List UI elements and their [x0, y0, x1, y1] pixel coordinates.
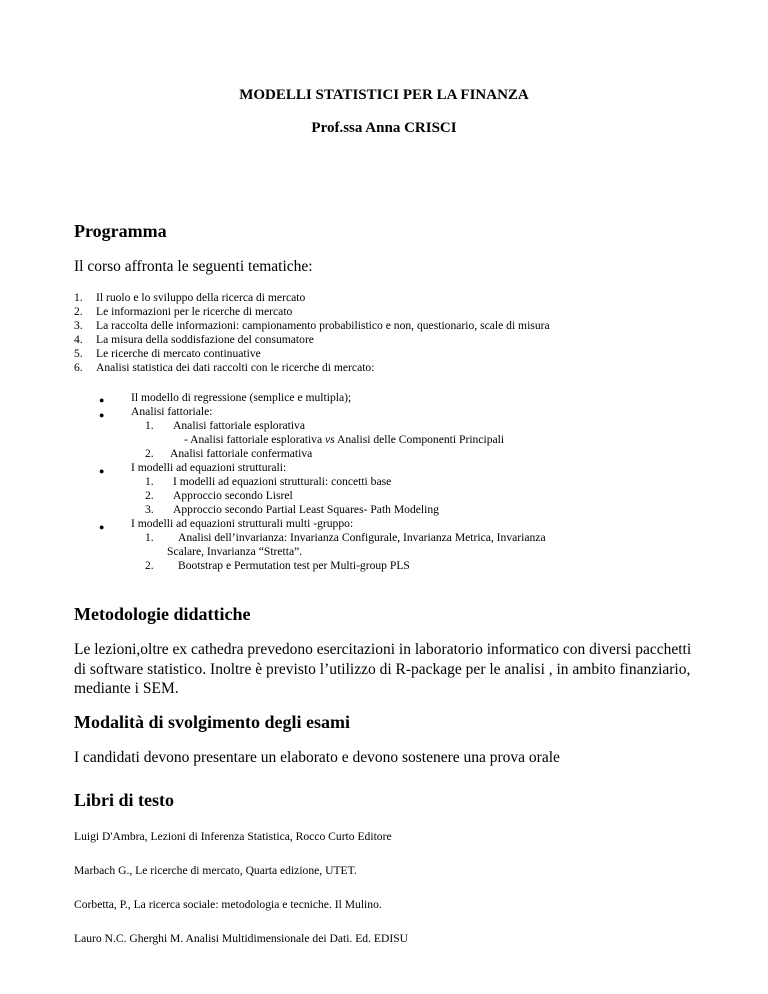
list-text: Le informazioni per le ricerche di mercato	[96, 305, 293, 318]
bullet-text: I modelli ad equazioni strutturali multi -gruppo:	[131, 517, 354, 530]
section-heading-esami: Modalità di svolgimento degli esami	[74, 712, 350, 732]
sub-item: Approccio secondo Lisrel	[173, 489, 293, 502]
sub-number: 2.	[145, 447, 154, 460]
sub-number: 1.	[145, 475, 154, 488]
bullet-icon: ●	[99, 466, 105, 476]
sub-item: Analisi dell’invarianza: Invarianza Configurale, Invarianza Metrica, Invarianza	[178, 531, 546, 544]
sub-sub-item	[184, 433, 504, 448]
section-heading-programma: Programma	[74, 221, 167, 241]
esami-paragraph: I candidati devono presentare un elaborato e devono sostenere una prova orale	[74, 749, 560, 766]
list-text: La raccolta delle informazioni: campionamento probabilistico e non, questionario, scale di misura	[96, 319, 550, 332]
list-item: Luigi D'Ambra, Lezioni di Inferenza Statistica, Rocco Curto Editore	[74, 830, 392, 843]
list-text: La misura della soddisfazione del consumatore	[96, 333, 314, 346]
list-number: 4.	[74, 333, 83, 346]
programma-intro: Il corso affronta le seguenti tematiche:	[74, 258, 313, 275]
document-title: MODELLI STATISTICI PER LA FINANZA	[239, 87, 529, 103]
sub-number: 1.	[145, 531, 154, 544]
list-text: Analisi statistica dei dati raccolti con le ricerche di mercato:	[96, 361, 375, 374]
list-text: Il ruolo e lo sviluppo della ricerca di mercato	[96, 291, 306, 304]
list-item	[0, 305, 768, 319]
list-number: 1.	[74, 291, 83, 304]
sub-number: 2.	[145, 489, 154, 502]
sub-item-continuation: Scalare, Invarianza “Stretta”.	[167, 545, 303, 558]
list-item	[0, 347, 768, 361]
bullet-icon: ●	[99, 522, 105, 532]
list-item	[0, 319, 768, 333]
section-heading-metodologie: Metodologie didattiche	[74, 604, 251, 624]
list-item: Marbach G., Le ricerche di mercato, Quarta edizione, UTET.	[74, 864, 357, 877]
bullet-text: Il modello di regressione (semplice e multipla);	[131, 391, 352, 404]
sub-number: 1.	[145, 419, 154, 432]
sub-item: Analisi fattoriale confermativa	[170, 447, 313, 460]
sub-number: 2.	[145, 559, 154, 572]
list-item	[0, 291, 768, 305]
sub-item: Approccio secondo Partial Least Squares- Path Modeling	[173, 503, 439, 516]
list-number: 2.	[74, 305, 83, 318]
sub-item: I modelli ad equazioni strutturali: concetti base	[173, 475, 392, 488]
sub-item: Analisi fattoriale esplorativa	[173, 419, 305, 432]
bullet-icon: ●	[99, 410, 105, 420]
list-number: 3.	[74, 319, 83, 332]
list-item	[0, 333, 768, 347]
metodologie-paragraph: Le lezioni,oltre ex cathedra prevedono esercitazioni in laboratorio informatico con diversi pacchetti di software statistico. Inoltre è previsto l’utilizzo di R-package per le analisi , in ambito finanziario, mediante i SEM.	[74, 641, 692, 697]
section-heading-libri: Libri di testo	[74, 790, 175, 810]
list-item	[0, 361, 768, 375]
professor-name: Prof.ssa Anna CRISCI	[311, 120, 457, 136]
bullet-text: I modelli ad equazioni strutturali:	[131, 461, 287, 474]
bullet-text: Analisi fattoriale:	[131, 405, 213, 418]
sub-sub-vs: vs	[325, 433, 335, 446]
list-item: Lauro N.C. Gherghi M. Analisi Multidimensionale dei Dati. Ed. EDISU	[74, 932, 409, 945]
sub-item: Bootstrap e Permutation test per Multi-group PLS	[178, 559, 410, 572]
bullet-icon: ●	[99, 395, 105, 405]
list-item: Corbetta, P., La ricerca sociale: metodologia e tecniche. Il Mulino.	[74, 898, 382, 911]
sub-number: 3.	[145, 503, 154, 516]
list-number: 5.	[74, 347, 83, 360]
sub-sub-text: Analisi delle Componenti Principali	[336, 433, 505, 446]
list-text: Le ricerche di mercato continuative	[96, 347, 261, 360]
sub-sub-text: - Analisi fattoriale esplorativa	[184, 433, 323, 446]
list-number: 6.	[74, 361, 83, 374]
